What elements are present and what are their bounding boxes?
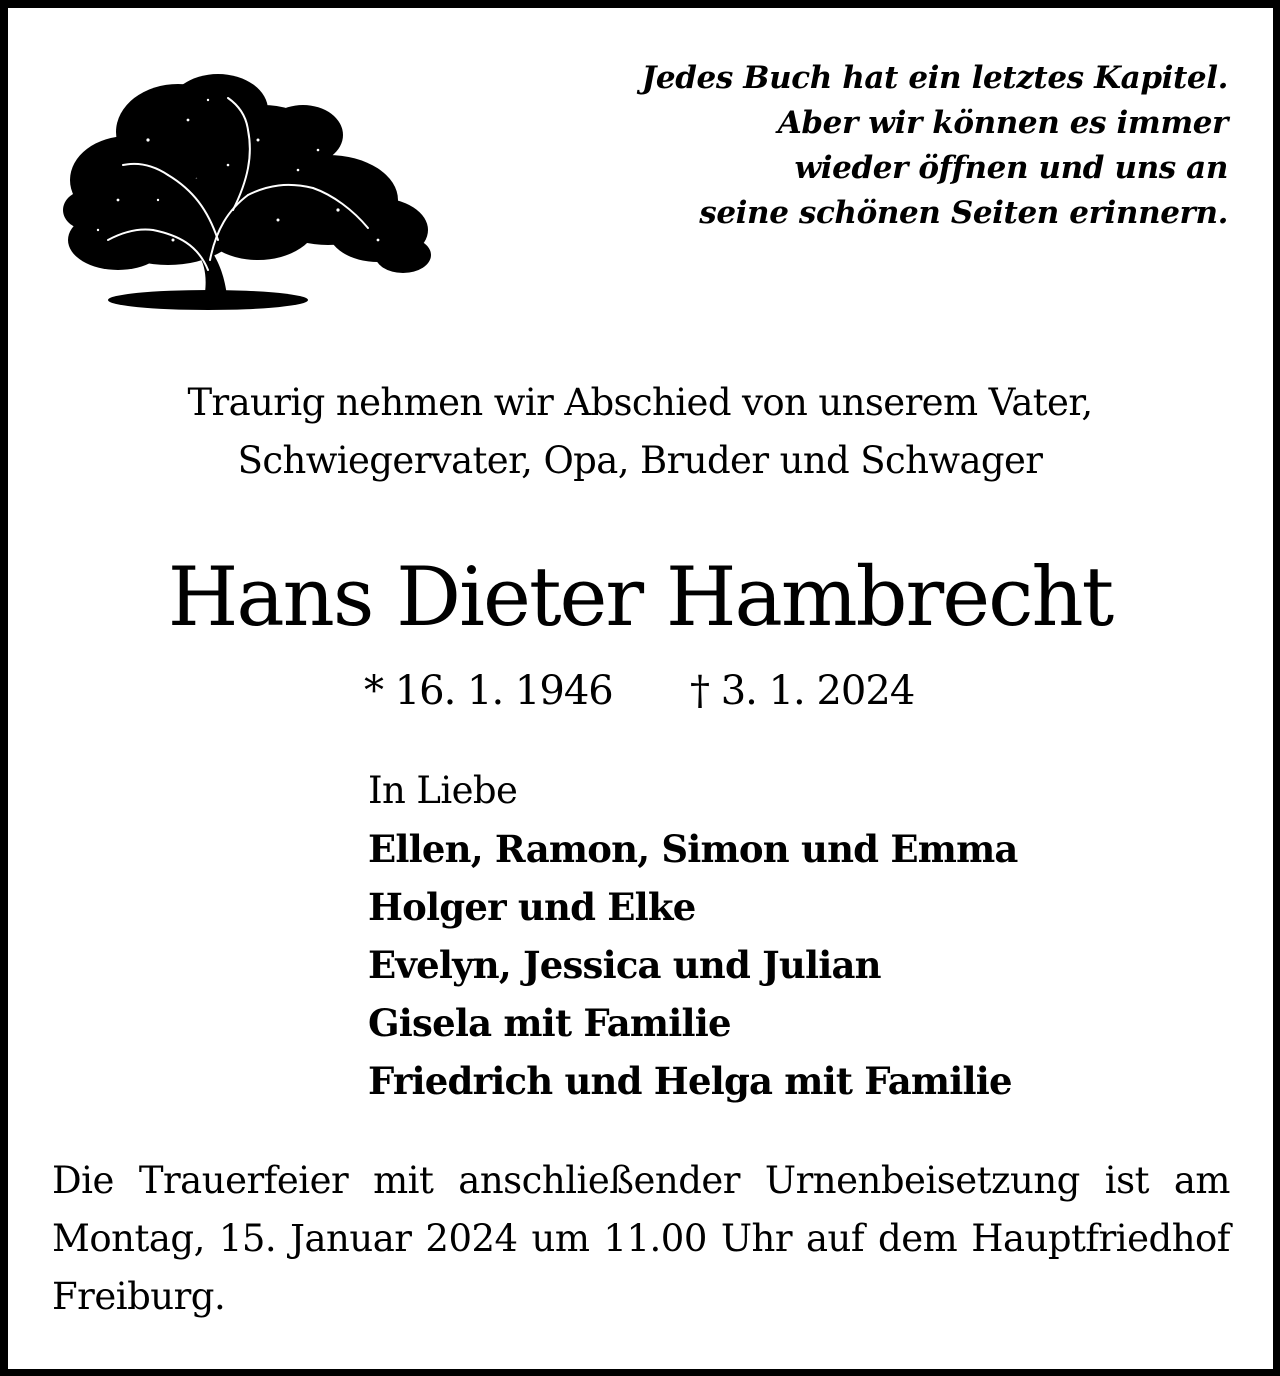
mourners-list [368,762,1018,1110]
deceased-name: Hans Dieter Hambrecht [167,551,1113,645]
mourner-family: Gisela mit Familie [368,1001,731,1045]
intro-line: Traurig nehmen wir Abschied von unserem Vater, [187,381,1093,424]
intro-line: Schwiegervater, Opa, Bruder und Schwager [237,439,1043,482]
quote-line: Jedes Buch hat ein letztes Kapitel. [641,60,1228,96]
birth-date: * 16. 1. 1946 [364,668,613,714]
quote-line: wieder öffnen und uns an [794,150,1228,186]
intro-text [0,374,1280,490]
ceremony-line: Montag, 15. Januar 2024 um 11.00 Uhr auf dem Hauptfriedhof [52,1217,1230,1260]
mourner-family: Evelyn, Jessica und Julian [368,943,881,987]
mourner-family: Friedrich und Helga mit Familie [368,1059,1012,1103]
mourner-family: Holger und Elke [368,885,696,929]
death-date: † 3. 1. 2024 [690,668,915,714]
ceremony-line: Freiburg. [52,1275,226,1318]
mourner-family: Ellen, Ramon, Simon und Emma [368,827,1018,871]
ceremony-line: Die Trauerfeier mit anschließender Urnenbeisetzung ist am [52,1159,1230,1202]
quote-line: seine schönen Seiten erinnern. [699,195,1228,231]
mourners-intro: In Liebe [368,769,518,812]
tree-illustration [58,70,438,318]
quote-line: Aber wir können es immer [777,105,1228,141]
ceremony-info [52,1152,1230,1326]
quote [608,56,1228,236]
